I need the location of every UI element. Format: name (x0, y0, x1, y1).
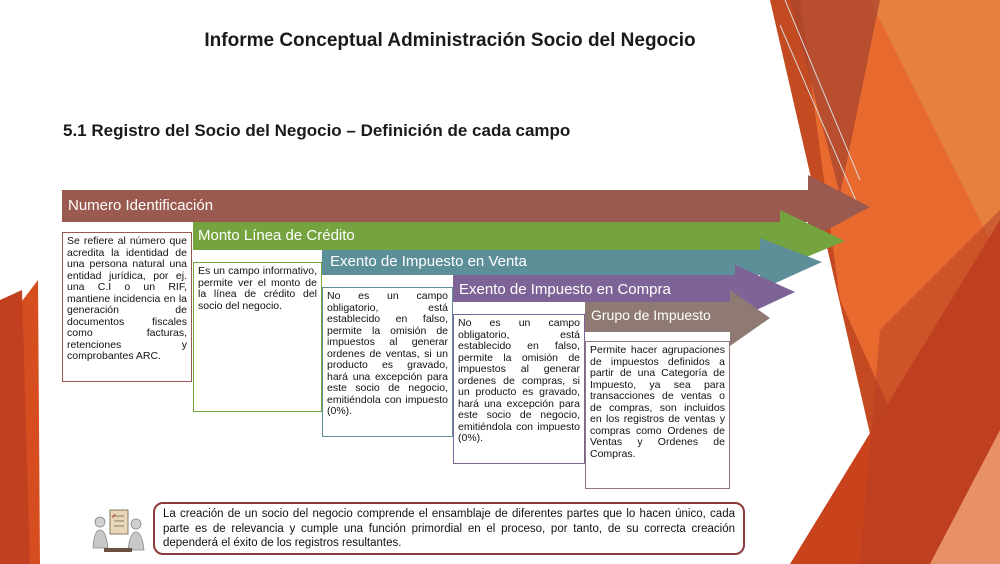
field-label-grupo-impuesto: Grupo de Impuesto (591, 307, 711, 323)
field-description-exento-compra: No es un campo obligatorio, está establecido en falso, permite la omisión de impuestos al generar ordenes de compras, si un producto es gravado, hará una excepción para este socio de negocio, emitiéndola con impuesto (0%). (453, 314, 585, 464)
people-with-checklist-icon (90, 508, 146, 556)
field-description-monto-linea-credito: Es un campo informativo, permite ver el monto de la línea de crédito del socio del negocio. (193, 262, 322, 412)
field-label-monto-linea-credito: Monto Línea de Crédito (198, 227, 355, 244)
field-description-numero-identificacion: Se refiere al número que acredita la identidad de una persona natural una entidad jurídica, por ej. una C.I o un RIF, mantiene incidencia en la generación de documentos fiscales como facturas, retenciones y comprobantes ARC. (62, 232, 192, 382)
field-label-exento-venta: Exento de Impuesto en Venta (330, 253, 527, 270)
page-title: Informe Conceptual Administración Socio del Negocio (204, 30, 696, 51)
field-label-exento-compra: Exento de Impuesto en Compra (459, 281, 671, 298)
section-subtitle: 5.1 Registro del Socio del Negocio – Definición de cada campo (63, 121, 571, 140)
field-description-exento-venta: No es un campo obligatorio, está establecido en falso, permite la omisión de impuestos al generar ordenes de ventas, si un producto es gravado, hará una excepción para este socio de negocio, emitiéndola con impuesto (0%). (322, 287, 453, 437)
field-label-numero-identificacion: Numero Identificación (68, 197, 214, 214)
summary-note: La creación de un socio del negocio comprende el ensamblaje de diferentes partes que lo hacen único, cada parte es de relevancia y cumple una función primordial en el proceso, por tanto, de su correcta creación dependerá el éxito de los registros resultantes. (153, 502, 745, 555)
field-description-grupo-impuesto: Permite hacer agrupaciones de impuestos definidos a partir de una Categoría de Impuesto, ya sea para transacciones de ventas o de compras, son incluidos en los registros de ventas y compras como Ordenes de Ventas y Ordenes de Compras. (585, 341, 730, 489)
